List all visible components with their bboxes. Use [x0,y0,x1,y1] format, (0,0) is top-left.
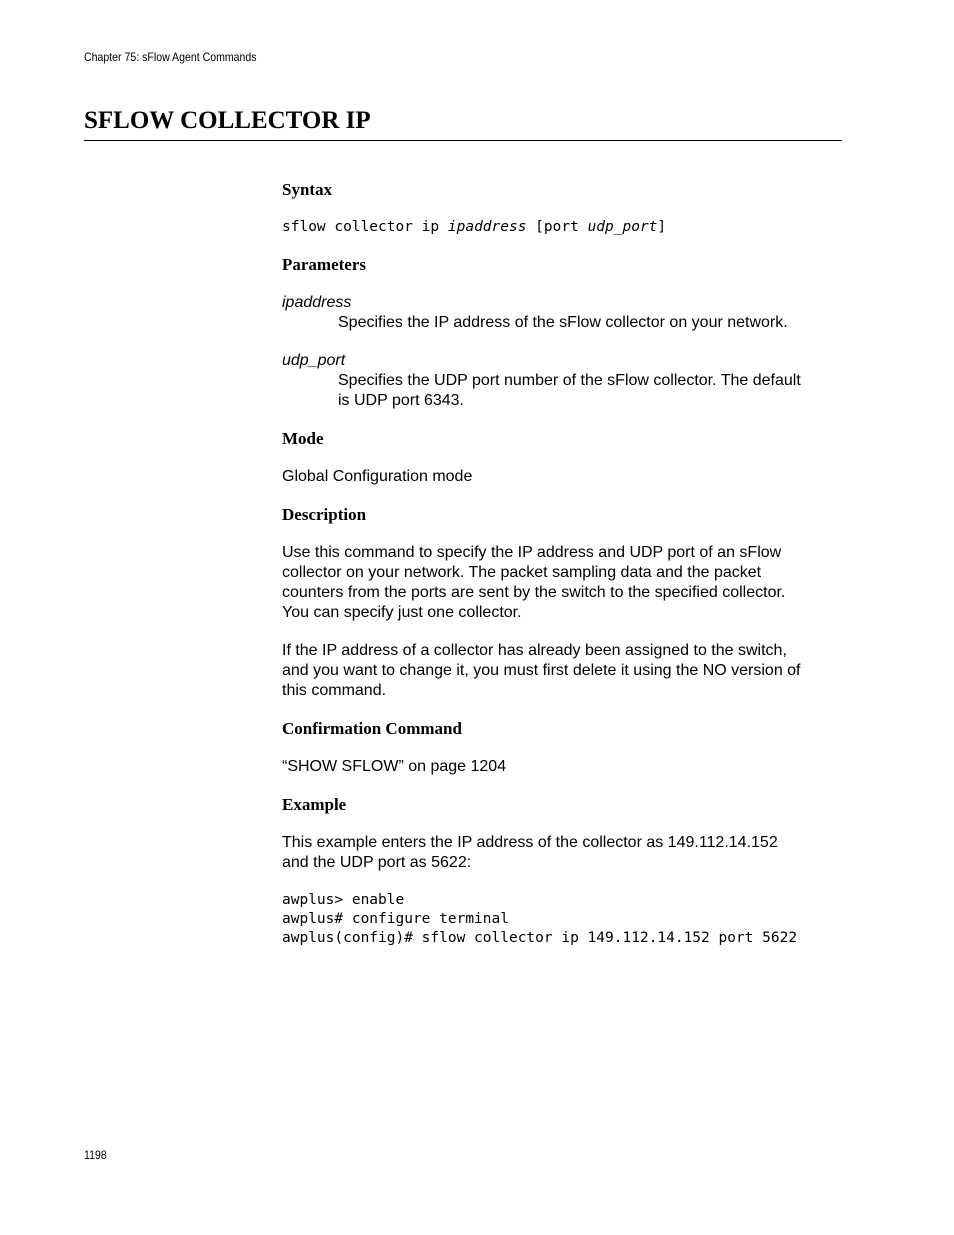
syntax-arg-ipaddress: ipaddress [447,219,527,235]
page-title: SFLOW COLLECTOR IP [84,107,371,134]
confirmation-link[interactable]: “SHOW SFLOW” on page 1204 [282,758,507,775]
param-udp-port-name: udp_port [282,352,346,369]
example-intro-line: and the UDP port as 5622: [282,854,472,871]
description-paragraph-1 [282,543,842,623]
description-line: counters from the ports are sent by the switch to the specified collector. [282,584,786,601]
param-udp-port-description-line1: Specifies the UDP port number of the sFlow collector. The default [338,372,801,389]
parameters-heading: Parameters [282,255,367,274]
description-line: and you want to change it, you must first delete it using the NO version of [282,662,801,679]
example-intro-line: This example enters the IP address of the collector as 149.112.14.152 [282,834,778,851]
description-line: this command. [282,682,387,699]
syntax-port-keyword: [port [526,219,588,235]
example-intro [282,833,842,873]
syntax-close-bracket: ] [657,219,667,235]
description-paragraph-2 [282,641,842,701]
example-code-line: awplus(config)# sflow collector ip 149.112.14.152 port 5622 [282,930,798,946]
example-code-line: awplus> enable [282,892,405,908]
description-line: Use this command to specify the IP address and UDP port of an sFlow [282,544,782,561]
syntax-arg-udp-port: udp_port [587,219,658,235]
param-ipaddress-description: Specifies the IP address of the sFlow collector on your network. [338,314,788,331]
syntax-keyword: sflow collector ip [282,219,448,235]
syntax-command [282,218,842,237]
title-rule [84,140,842,141]
mode-text: Global Configuration mode [282,468,473,485]
param-udp-port-description-line2: is UDP port 6343. [338,392,464,409]
param-ipaddress-name: ipaddress [282,294,352,311]
confirmation-heading: Confirmation Command [282,719,462,738]
content [282,180,842,948]
mode-heading: Mode [282,429,324,448]
description-heading: Description [282,505,367,524]
example-code-line: awplus# configure terminal [282,911,509,927]
description-line: collector on your network. The packet sampling data and the packet [282,564,762,581]
page-number: 1198 [84,1148,107,1162]
example-heading: Example [282,795,347,814]
syntax-heading: Syntax [282,180,333,199]
description-line: If the IP address of a collector has already been assigned to the switch, [282,642,787,659]
running-header: Chapter 75: sFlow Agent Commands [84,50,257,64]
example-code-block [282,891,842,948]
description-line: You can specify just one collector. [282,604,522,621]
